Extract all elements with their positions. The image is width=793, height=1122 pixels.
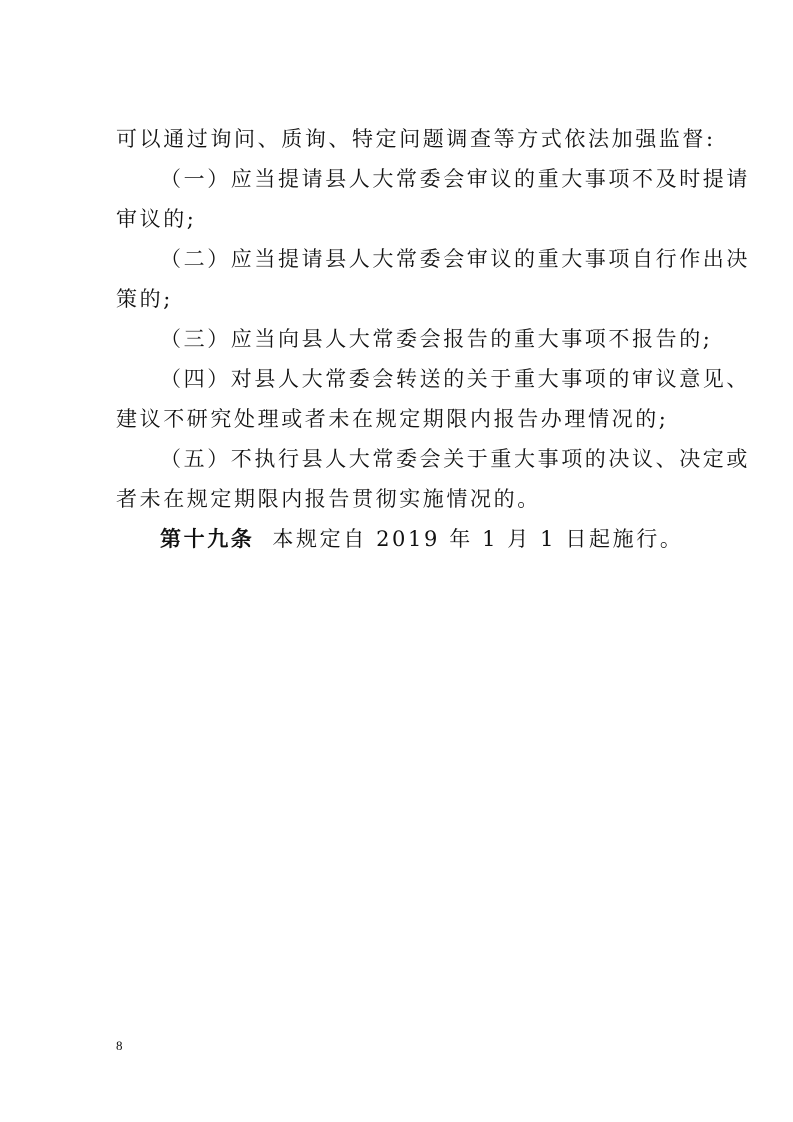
item-one-line: （一）应当提请县人大常委会审议的重大事项不及时提请: [160, 167, 750, 191]
item-four-continuation: 建议不研究处理或者未在规定期限内报告办理情况的;: [116, 407, 669, 431]
body-line: 可以通过询问、质询、特定问题调查等方式依法加强监督:: [116, 127, 716, 151]
item-three-line: （三）应当向县人大常委会报告的重大事项不报告的;: [160, 327, 713, 351]
item-four-line: （四）对县人大常委会转送的关于重大事项的审议意见、: [160, 367, 750, 391]
article-heading: 第十九条: [160, 526, 255, 551]
item-two-continuation: 策的;: [116, 287, 173, 311]
article-text: 本规定自 2019 年 1 月 1 日起施行。: [272, 527, 684, 551]
page-number: 8: [116, 1038, 123, 1053]
item-one-continuation: 审议的;: [116, 207, 197, 231]
item-two-line: （二）应当提请县人大常委会审议的重大事项自行作出决: [160, 247, 750, 271]
article-nineteen: [160, 524, 706, 554]
item-five-line: （五）不执行县人大常委会关于重大事项的决议、决定或: [160, 447, 750, 471]
item-five-continuation: 者未在规定期限内报告贯彻实施情况的。: [116, 487, 541, 511]
